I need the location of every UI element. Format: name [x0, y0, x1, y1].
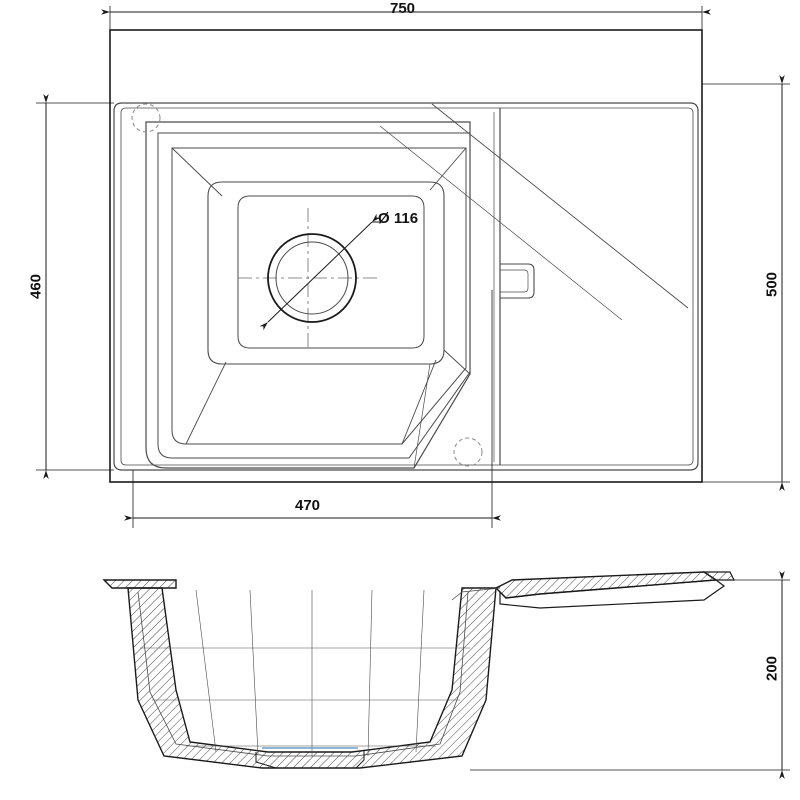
dim-label-overall-depth: 500	[763, 271, 781, 298]
section-rim-left	[104, 580, 176, 588]
section-rib-4	[368, 590, 372, 756]
section-drainboard	[496, 572, 716, 598]
dim-label-drain-diameter: Ø 116	[378, 210, 419, 227]
sink-outer-rim	[110, 30, 702, 482]
overflow-notch-inner	[500, 270, 528, 292]
tap-hole-knockout-bottom	[454, 438, 482, 466]
dimension-lines-section-view	[470, 580, 790, 770]
drain-hole-inner	[276, 242, 348, 314]
bowl-blend-tl	[172, 148, 222, 196]
bowl-blend-tr	[430, 148, 466, 190]
dim-label-bowl-height: 460	[27, 273, 45, 300]
section-rib-5	[416, 590, 424, 752]
overflow-notch	[500, 264, 534, 298]
bowl-blend-bl	[186, 362, 226, 444]
dim-label-overall-width: 750	[390, 0, 416, 17]
bowl-outline-inner	[172, 148, 466, 444]
sink-inner-rim	[114, 103, 698, 470]
dimension-lines-top-view	[36, 6, 790, 528]
dim-label-section-depth: 200	[763, 655, 781, 682]
section-view-group	[104, 572, 734, 768]
bowl-blend-br	[402, 360, 436, 444]
section-rib-1	[196, 590, 216, 752]
section-rib-2	[250, 590, 258, 754]
dim-label-bowl-width: 470	[295, 497, 321, 514]
top-view-group	[110, 30, 702, 482]
sink-inner-rim-secondary	[121, 108, 693, 465]
bowl-blend-chamfer2	[414, 364, 430, 468]
